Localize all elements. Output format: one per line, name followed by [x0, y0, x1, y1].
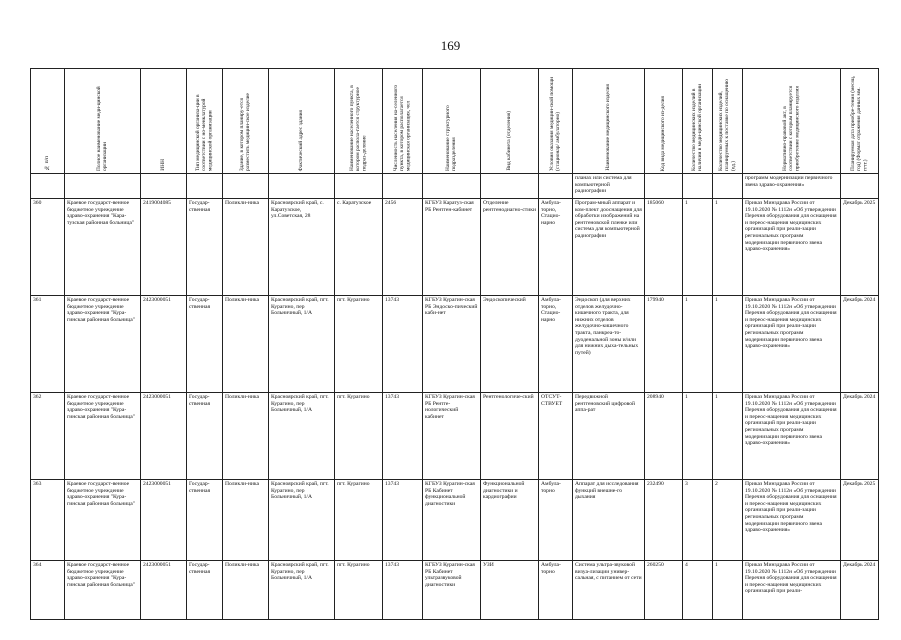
- row-number-cell: 361: [31, 296, 65, 393]
- legal-act-cell: Приказ Минздрава России от 19.10.2020 № 1112н «Об утверждении Перечня оборудования для оснащения и переос-нащения медицинских организаций при реали-зации региональных программ модернизации первичного звена здраво-охранения»: [743, 296, 841, 393]
- population-cell: 13743: [383, 296, 423, 393]
- conditions-cell: Амбула-торно: [539, 480, 573, 561]
- inn-cell: 2423000051: [141, 393, 187, 480]
- device-name-cell: Передвижной рентгеновский цифровой аппа-рат: [573, 393, 645, 480]
- header-cell: Численность населения на-селенного пункта, в котором располагается медицинская организация, чел: [383, 69, 423, 174]
- header-cell: Количество медицинских изделий в наличии в меди-цинской организации: [683, 69, 713, 174]
- plan-count-cell: 1: [713, 393, 743, 480]
- legal-act-cell: Приказ Минздрава России от 19.10.2020 № 1112н «Об утверждении Перечня оборудования для оснащения и переос-нащения медицинских организаций при реали-зации региональных программ модернизации первичного звена здраво-охранения»: [743, 199, 841, 296]
- have-count-cell: 1: [683, 199, 713, 296]
- population-cell: 13743: [383, 393, 423, 480]
- purchase-date-cell: Декабрь 2024: [841, 561, 879, 620]
- org-type-cell: Государ-ственная: [187, 561, 223, 620]
- table-row: [31, 296, 879, 393]
- header-cell: Вид кабинета (отделения): [481, 69, 539, 174]
- legal-act-cell: Приказ Минздрава России от 19.10.2020 № 1112н «Об утверждении Перечня оборудования для оснащения и переос-нащения медицинских организаций при реали-зации региональных программ модернизации первичного звена здраво-охранения»: [743, 480, 841, 561]
- locality-cell: пгт. Курагино: [335, 393, 383, 480]
- device-name-cell: Эндоскоп (для верхних отделов желудочно-кишечного тракта, для нижних отделов желудочно-кишечного тракта, панкреа-то-дуоденальной зоны и/или для нижних дыха-тельных путей): [573, 296, 645, 393]
- legal-act-cell: программ модернизации первичного звена здраво-охранения»: [743, 174, 841, 199]
- device-code-cell: 208940: [645, 393, 683, 480]
- row-number-cell: 360: [31, 199, 65, 296]
- inn-cell: 2423000051: [141, 296, 187, 393]
- header-cell: Тип медицинской организа-ции в соответствии с но-менклатурой медицинской организации: [187, 69, 223, 174]
- legal-act-cell: Приказ Минздрава России от 19.10.2020 № 1112н «Об утверждении Перечня оборудования для оснащения и переос-нащения медицинских организаций при реали-: [743, 561, 841, 620]
- building-cell: Поликли-ника: [223, 393, 269, 480]
- locality-cell: пгт. Курагино: [335, 296, 383, 393]
- device-name-cell: планах или система для компьютерной радиографии: [573, 174, 645, 199]
- table-row: [31, 561, 879, 620]
- conditions-cell: ОТСУТ-СТВУЕТ: [539, 393, 573, 480]
- have-count-cell: 1: [683, 296, 713, 393]
- org-name-cell: Краевое государст-венное бюджетное учреждение здраво-охранения "Кура-гинская районная больница": [65, 296, 141, 393]
- header-cell: Код вида медицинского из-делия: [645, 69, 683, 174]
- building-cell: Поликли-ника: [223, 480, 269, 561]
- cabinet-cell: УЗИ: [481, 561, 539, 620]
- org-name-cell: Краевое государст-венное бюджетное учреждение здраво-охранения "Кура-гинская районная больница": [65, 393, 141, 480]
- org-type-cell: Государ-ственная: [187, 393, 223, 480]
- equipment-table: [30, 68, 879, 620]
- plan-count-cell: 1: [713, 561, 743, 620]
- legal-act-cell: Приказ Минздрава России от 19.10.2020 № 1112н «Об утверждении Перечня оборудования для оснащения и переос-нащения медицинских организаций при реали-зации региональных программ модернизации первичного звена здраво-охранения»: [743, 393, 841, 480]
- subdivision-cell: КГБУЗ Курагин-ская РБ Рентге-нологический кабинет: [423, 393, 481, 480]
- org-name-cell: Краевое государст-венное бюджетное учреждение здраво-охранения "Кура-гинская районная больница": [65, 561, 141, 620]
- row-number-cell: 362: [31, 393, 65, 480]
- device-name-cell: Аппарат для исследования функций внешне-го дыхания: [573, 480, 645, 561]
- header-cell: Планируемая дата приобре-тения (месяц, год) (Формат отражения данных мм. ггтг.): [841, 69, 879, 174]
- header-cell: ИНН: [141, 69, 187, 174]
- plan-count-cell: 2: [713, 480, 743, 561]
- org-type-cell: Государ-ственная: [187, 480, 223, 561]
- address-cell: Красноярский край, пгт. Курагино, пер Больничный, 1/А: [269, 480, 335, 561]
- table-row: [31, 480, 879, 561]
- conditions-cell: Амбула-торно: [539, 561, 573, 620]
- device-code-cell: 232490: [645, 480, 683, 561]
- device-code-cell: 185060: [645, 199, 683, 296]
- cabinet-cell: Отделение рентгенодиагно-стики: [481, 199, 539, 296]
- header-cell: Здание, в котором планиру-ется разместить медицин-ское изделие: [223, 69, 269, 174]
- org-type-cell: Государ-ственная: [187, 199, 223, 296]
- address-cell: Красноярский край, с. Каратузское, ул.Советская, 28: [269, 199, 335, 296]
- org-name-cell: Краевое государст-венное бюджетное учреждение здраво-охранения "Кара-тузская районная больница": [65, 199, 141, 296]
- have-count-cell: 4: [683, 561, 713, 620]
- header-cell: Количество медицинских изделий, планируемых к поставке по оснащению (ед.): [713, 69, 743, 174]
- header-cell: Наименование населенного пункта, в котором распола-гается структурное подраз-деление: [335, 69, 383, 174]
- have-count-cell: 1: [683, 393, 713, 480]
- conditions-cell: Амбула-торно, Стацио-нарно: [539, 199, 573, 296]
- inn-cell: 2423000051: [141, 561, 187, 620]
- header-cell: Условия оказания медицин-ской помощи (стационар/ амбулаторно): [539, 69, 573, 174]
- inn-cell: 2423000051: [141, 480, 187, 561]
- row-number-cell: 363: [31, 480, 65, 561]
- table-row: [31, 393, 879, 480]
- address-cell: Красноярский край, пгт. Курагино, пер Больничный, 1/А: [269, 296, 335, 393]
- header-cell: Полное наименование меди-цинской организации: [65, 69, 141, 174]
- population-cell: 2456: [383, 199, 423, 296]
- inn-cell: 2419004085: [141, 199, 187, 296]
- purchase-date-cell: Декабрь 2025: [841, 199, 879, 296]
- device-name-cell: Програм-мный аппарат и ком-плект дооснащения для обработки изображений на рентгеновской пленке или система для компьютерной радиографии: [573, 199, 645, 296]
- header-cell: Наименование структурного подразделения: [423, 69, 481, 174]
- header-cell: Фактический адрес здания: [269, 69, 335, 174]
- building-cell: Поликли-ника: [223, 296, 269, 393]
- subdivision-cell: КГБУЗ Курагин-ская РБ Кабинет ультразвуковой диагностики: [423, 561, 481, 620]
- device-name-cell: Система ультра-звуковой визуа-лизации универ-сальная, с питанием от сети: [573, 561, 645, 620]
- subdivision-cell: КГБУЗ Курагин-ская РБ Эндоско-пический каби-нет: [423, 296, 481, 393]
- table-header-row: [31, 69, 879, 174]
- population-cell: 13743: [383, 480, 423, 561]
- population-cell: 13743: [383, 561, 423, 620]
- locality-cell: пгт. Курагино: [335, 480, 383, 561]
- row-number-cell: 364: [31, 561, 65, 620]
- header-cell: № п/п: [31, 69, 65, 174]
- plan-count-cell: 1: [713, 296, 743, 393]
- org-name-cell: Краевое государст-венное бюджетное учреждение здраво-охранения "Кура-гинская районная больница": [65, 480, 141, 561]
- plan-count-cell: 1: [713, 199, 743, 296]
- building-cell: Поликли-ника: [223, 199, 269, 296]
- cabinet-cell: Функциональной диагностики и кардиографии: [481, 480, 539, 561]
- locality-cell: с. Каратузское: [335, 199, 383, 296]
- purchase-date-cell: Декабрь 2025: [841, 480, 879, 561]
- address-cell: Красноярский край, пгт. Курагино, пер Больничный, 1/А: [269, 393, 335, 480]
- table-row: [31, 199, 879, 296]
- address-cell: Красноярский край, пгт. Курагино, пер Больничный, 1/А: [269, 561, 335, 620]
- device-code-cell: 260250: [645, 561, 683, 620]
- building-cell: Поликли-ника: [223, 561, 269, 620]
- have-count-cell: 3: [683, 480, 713, 561]
- locality-cell: пгт. Курагино: [335, 561, 383, 620]
- page-number: 169: [440, 38, 461, 53]
- org-type-cell: Государ-ственная: [187, 296, 223, 393]
- table-row-continuation: [31, 174, 879, 199]
- subdivision-cell: КГБУЗ Курагин-ская РБ Кабинет функциональной диагностики: [423, 480, 481, 561]
- device-code-cell: 179940: [645, 296, 683, 393]
- header-cell: Наименование медицинского изделия: [573, 69, 645, 174]
- cabinet-cell: Рентгенологиче-ский: [481, 393, 539, 480]
- purchase-date-cell: Декабрь 2024: [841, 393, 879, 480]
- subdivision-cell: КГБУЗ Каратуз-ская РБ Рентген-кабинет: [423, 199, 481, 296]
- cabinet-cell: Эндоскопический: [481, 296, 539, 393]
- conditions-cell: Амбула-торно, Стацио-нарно: [539, 296, 573, 393]
- purchase-date-cell: Декабрь 2024: [841, 296, 879, 393]
- header-cell: Нормативно-правовой акт, в соответствии с которым планируется приобретение медицинского изделия: [743, 69, 841, 174]
